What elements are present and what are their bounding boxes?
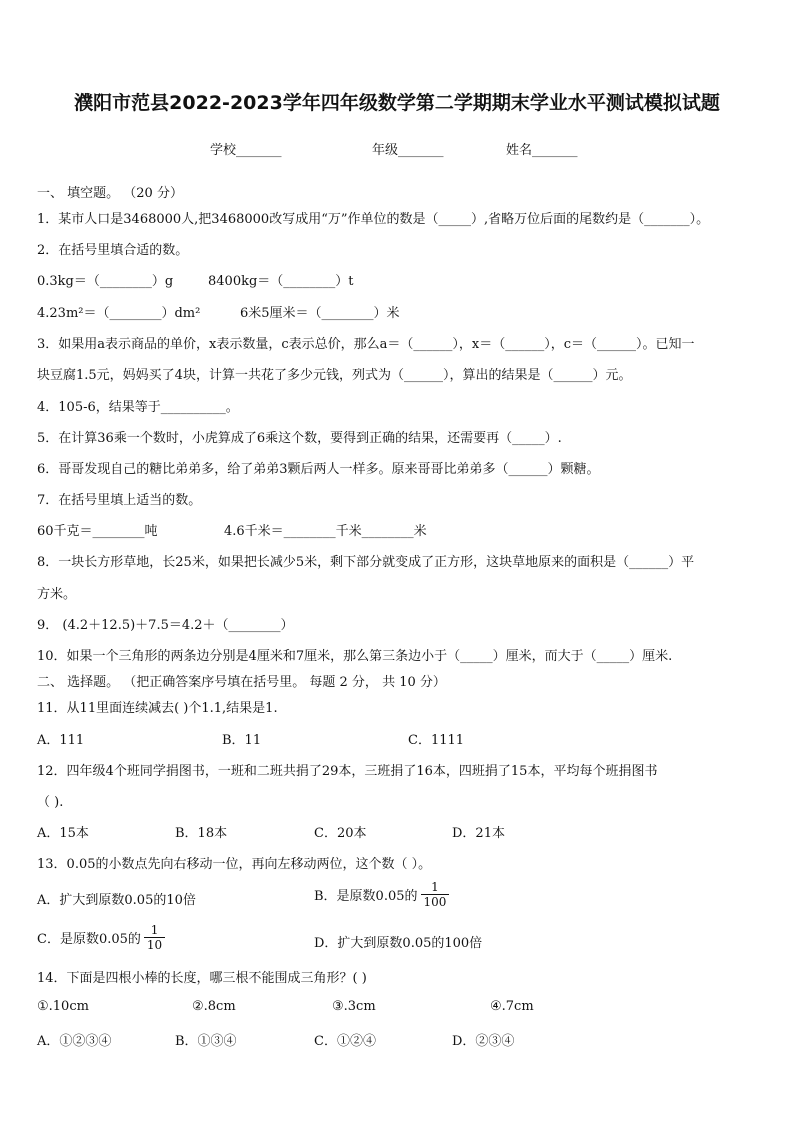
question-12-option-b[interactable]: B．18本 <box>175 826 228 841</box>
question-8-line1: 8．一块长方形草地，长25米，如果把长减少5米，剩下部分就变成了正方形，这块草地原来的面积是（______）平 <box>37 555 695 570</box>
question-14-option-d[interactable]: D．②③④ <box>452 1034 515 1049</box>
fraction-numerator: 1 <box>144 923 165 938</box>
question-4: 4．105-6，结果等于__________。 <box>37 400 239 415</box>
question-7: 7．在括号里填上适当的数。 <box>37 493 202 508</box>
question-7-item-b: 4.6千米＝________千米________米 <box>224 524 427 539</box>
grade-field[interactable]: 年级_______ <box>372 143 444 158</box>
question-2: 2．在括号里填合适的数。 <box>37 243 189 258</box>
question-6: 6．哥哥发现自己的糖比弟弟多，给了弟弟3颗后两人一样多。原来哥哥比弟弟多（______）颗糖。 <box>37 462 600 477</box>
fraction-1-100 <box>421 880 450 909</box>
question-10: 10．如果一个三角形的两条边分别是4厘米和7厘米，那么第三条边小于（_____）厘米，而大于（_____）厘米. <box>37 649 673 664</box>
question-11-option-b[interactable]: B．11 <box>222 733 262 748</box>
fraction-1-10 <box>144 923 165 952</box>
question-14-stick-3: ③.3cm <box>332 999 376 1014</box>
question-14-option-b[interactable]: B．①③④ <box>175 1034 237 1049</box>
question-12-option-d[interactable]: D．21本 <box>452 826 505 841</box>
question-13-option-b-text: B．是原数0.05的 <box>314 889 418 904</box>
question-14: 14．下面是四根小棒的长度，哪三根不能围成三角形？( ) <box>37 971 367 986</box>
section2-heading: 二、 选择题。 （把正确答案序号填在括号里。 每题 2 分， 共 10 分） <box>37 675 446 690</box>
question-13-option-a[interactable]: A．扩大到原数0.05的10倍 <box>37 893 196 908</box>
question-2-item-d: 6米5厘米＝（________）米 <box>240 306 400 321</box>
question-14-stick-1: ①.10cm <box>37 999 89 1014</box>
question-2-item-c: 4.23m²＝（________）dm² <box>37 306 201 321</box>
question-14-option-c[interactable]: C．①②④ <box>314 1034 376 1049</box>
question-3-line1: 3．如果用a表示商品的单价，x表示数量，c表示总价，那么a＝（______），x＝（______），c＝（______）。已知一 <box>37 337 695 352</box>
question-12-option-c[interactable]: C．20本 <box>314 826 367 841</box>
question-13-option-c-text: C．是原数0.05的 <box>37 932 141 947</box>
question-13-option-c[interactable] <box>37 923 165 952</box>
question-13-option-d[interactable]: D．扩大到原数0.05的100倍 <box>314 936 483 951</box>
question-14-stick-2: ②.8cm <box>192 999 236 1014</box>
question-2-item-a: 0.3kg＝（________）g <box>37 274 174 289</box>
fraction-numerator: 1 <box>421 880 450 895</box>
question-7-item-a: 60千克＝________吨 <box>37 524 158 539</box>
section1-heading: 一、 填空题。 （20 分） <box>37 186 183 201</box>
fraction-denominator: 10 <box>146 938 163 952</box>
question-1: 1．某市人口是3468000人,把3468000改写成用“万”作单位的数是（_____）,省略万位后面的尾数约是（_______）。 <box>37 212 710 227</box>
question-8-line2: 方米。 <box>37 587 77 602</box>
question-14-stick-4: ④.7cm <box>490 999 534 1014</box>
question-14-option-a[interactable]: A．①②③④ <box>37 1034 112 1049</box>
question-2-item-b: 8400kg＝（________）t <box>208 274 354 289</box>
question-12-option-a[interactable]: A．15本 <box>37 826 89 841</box>
name-field[interactable]: 姓名_______ <box>506 143 578 158</box>
page-title: 濮阳市范县2022-2023学年四年级数学第二学期期末学业水平测试模拟试题 <box>74 92 720 114</box>
question-11-option-c[interactable]: C．1111 <box>408 733 465 748</box>
question-9: 9． (4.2＋12.5)＋7.5＝4.2＋（________） <box>37 618 294 633</box>
question-13-option-b[interactable] <box>314 880 449 909</box>
question-3-line2: 块豆腐1.5元，妈妈买了4块，计算一共花了多少元钱，列式为（______），算出的结果是（______）元。 <box>37 368 632 383</box>
question-11: 11．从11里面连续减去( )个1.1,结果是1. <box>37 701 278 716</box>
question-5: 5．在计算36乘一个数时，小虎算成了6乘这个数，要得到正确的结果，还需要再（_____）. <box>37 431 562 446</box>
question-13: 13．0.05的小数点先向右移动一位，再向左移动两位，这个数（ ）。 <box>37 857 432 872</box>
question-12-line1: 12．四年级4个班同学捐图书，一班和二班共捐了29本，三班捐了16本，四班捐了15本，平均每个班捐图书 <box>37 764 658 779</box>
school-field[interactable]: 学校_______ <box>210 143 282 158</box>
question-12-line2: （ ). <box>37 795 64 810</box>
question-11-option-a[interactable]: A．111 <box>37 733 85 748</box>
fraction-denominator: 100 <box>423 895 447 909</box>
